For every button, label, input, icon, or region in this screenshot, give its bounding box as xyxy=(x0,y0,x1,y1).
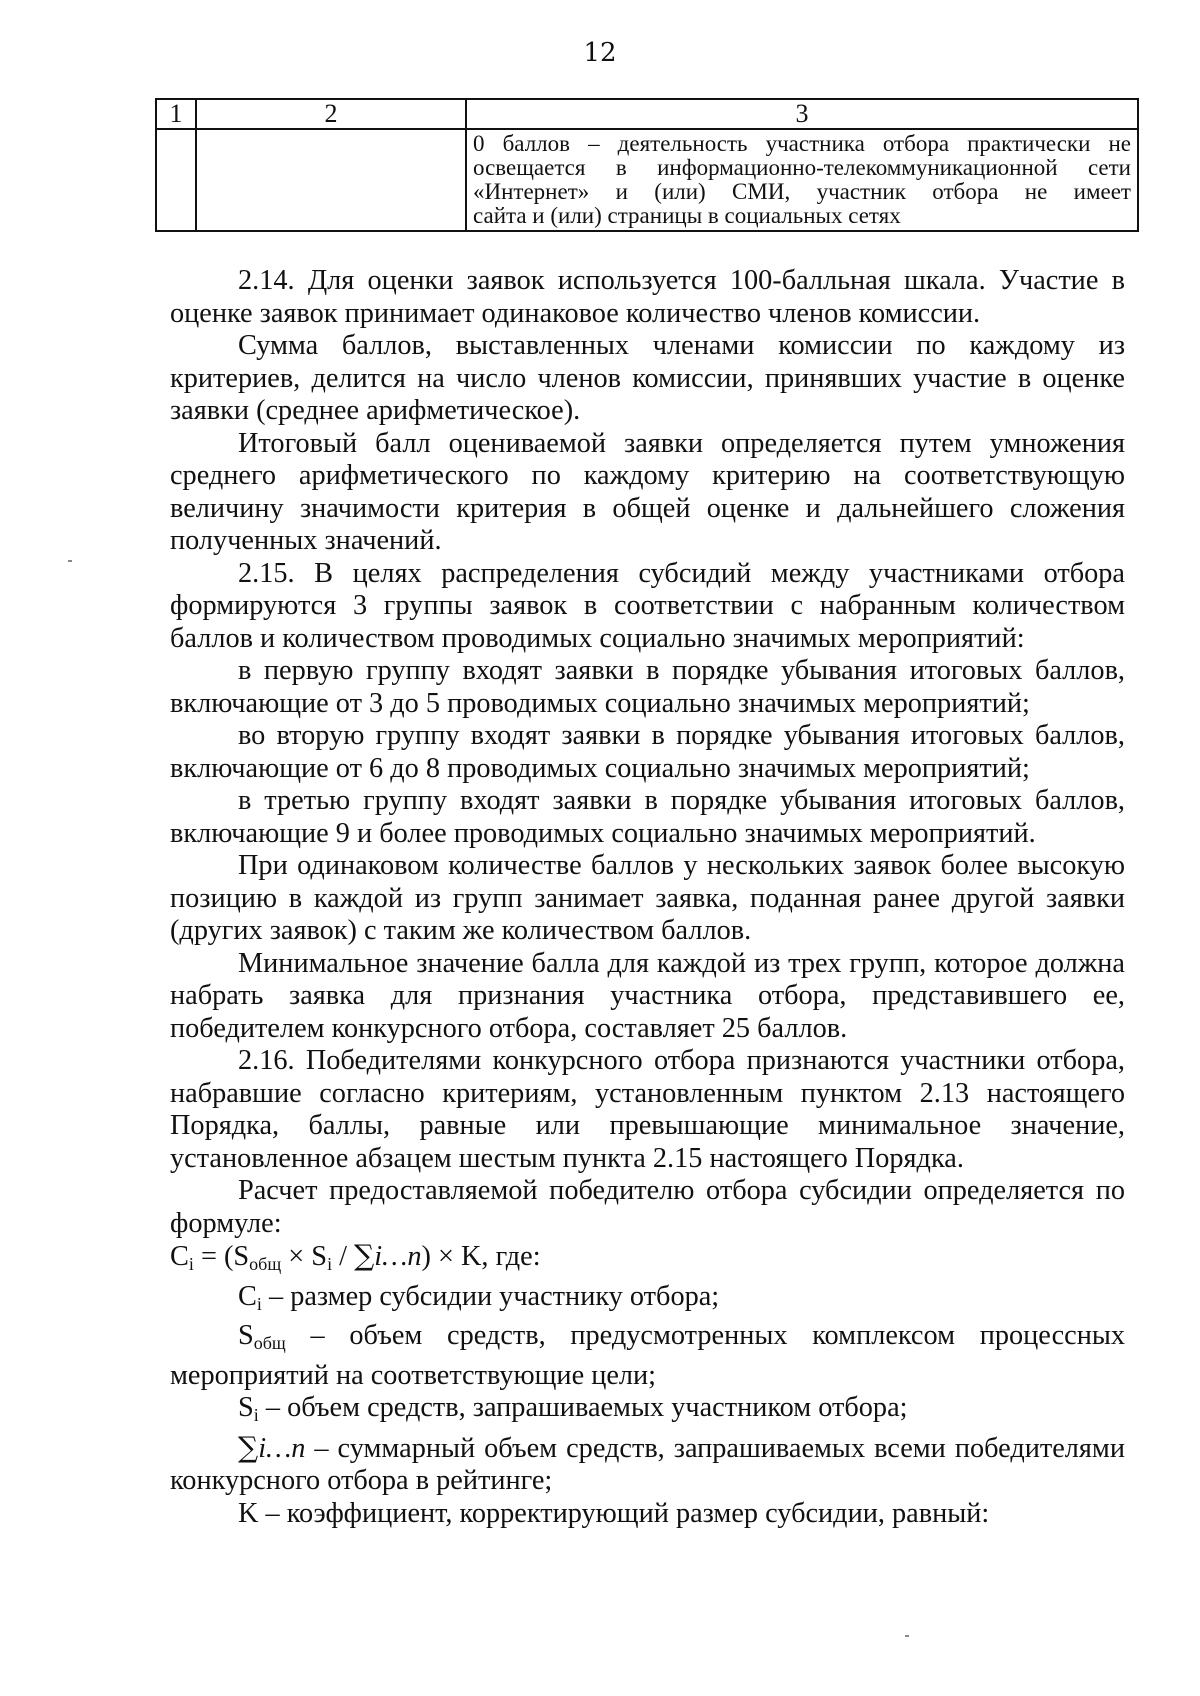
table-cell-line: сети «Интернет» и (или) СМИ, участник отбора не имеет xyxy=(473,155,1131,204)
table-cell-line: сайта и (или) страницы в социальных сетях xyxy=(473,203,901,228)
paragraph: Расчет предоставляемой победителю отбора субсидии определяется по формуле: xyxy=(170,1175,1125,1239)
paragraph: Сумма баллов, выставленных членами комиссии по каждому из критериев, делится на число членов комиссии, принявших участие в оценке заявки (среднее арифметическое). xyxy=(170,330,1125,426)
table-header-cell-2: 2 xyxy=(196,99,466,129)
definition-k: K – коэффициент, корректирующий размер субсидии, равный: xyxy=(238,1497,990,1529)
table-header-cell-1: 1 xyxy=(156,99,196,129)
table-cell-line: 0 баллов – деятельность участника отбора практически не xyxy=(473,131,1131,156)
paragraph-2-16: 2.16. Победителями конкурсного отбора признаются участники отбора, набравшие согласно критериям, установленным пунктом 2.13 настоящего Порядка, баллы, равные или превышающие минимальное значение, установленное абзацем шестым пункта 2.15 настоящего Порядка. xyxy=(170,1045,1125,1174)
page-number: 12 xyxy=(583,38,617,68)
table-cell-line: освещается в информационно-телекоммуникационной xyxy=(473,155,1058,180)
scan-speck xyxy=(68,560,72,562)
subsidy-formula: $C_i = (S_{общ} \times S_i$ / ∑i…n) × K, где: xyxy=(170,1239,541,1274)
scan-speck xyxy=(905,1635,909,1637)
list-item: в третью группу входят заявки в порядке убывания итоговых баллов, включающие 9 и более проводимых социально значимых мероприятий. xyxy=(170,785,1125,849)
paragraph-2-14: 2.14. Для оценки заявок используется 100-балльная шкала. Участие в оценке заявок принимает одинаковое количество членов комиссии. xyxy=(170,265,1125,329)
table-row xyxy=(156,129,1138,231)
definition-si: $S_i$ – объем средств, запрашиваемых участником отбора; xyxy=(238,1392,908,1425)
table-header-row xyxy=(156,99,1138,129)
definition-ci: $C_i$ – размер субсидии участнику отбора; xyxy=(238,1280,720,1314)
definition-sum: ∑i…n – суммарный объем средств, запрашиваемых всеми победителями конкурсного отбора в рейтинге; xyxy=(170,1430,1125,1496)
criteria-table xyxy=(155,98,1139,232)
document-body xyxy=(170,265,1125,1530)
table-cell-2 xyxy=(196,129,466,231)
table-header-cell-3: 3 xyxy=(466,99,1138,129)
paragraph-2-15: 2.15. В целях распределения субсидий между участниками отбора формируются 3 группы заявок в соответствии с набранным количеством баллов и количеством проводимых социально значимых мероприятий: xyxy=(170,557,1125,654)
definition-sobsh: $S_{общ}$ – объем средств, предусмотренных комплексом процессных мероприятий на соответствующие цели; xyxy=(170,1320,1125,1391)
paragraph: Минимальное значение балла для каждой из трех групп, которое должна набрать заявка для признания участника отбора, представившего ее, победителем конкурсного отбора, составляет 25 баллов. xyxy=(170,947,1125,1044)
table-cell-3 xyxy=(466,129,1138,231)
list-item: в первую группу входят заявки в порядке убывания итоговых баллов, включающие от 3 до 5 проводимых социально значимых мероприятий; xyxy=(170,655,1125,719)
table-cell-1 xyxy=(156,129,196,231)
formula-definitions xyxy=(170,1281,1125,1531)
paragraph: При одинаковом количестве баллов у нескольких заявок более высокую позицию в каждой из групп занимает заявка, поданная ранее другой заявки (других заявок) с таким же количеством баллов. xyxy=(170,850,1125,946)
paragraph: Итоговый балл оцениваемой заявки определяется путем умножения среднего арифметического по каждому критерию на соответствующую величину значимости критерия в общей оценке и дальнейшего сложения полученных значений. xyxy=(170,427,1125,556)
list-item: во вторую группу входят заявки в порядке убывания итоговых баллов, включающие от 6 до 8 проводимых социально значимых мероприятий; xyxy=(170,720,1125,784)
